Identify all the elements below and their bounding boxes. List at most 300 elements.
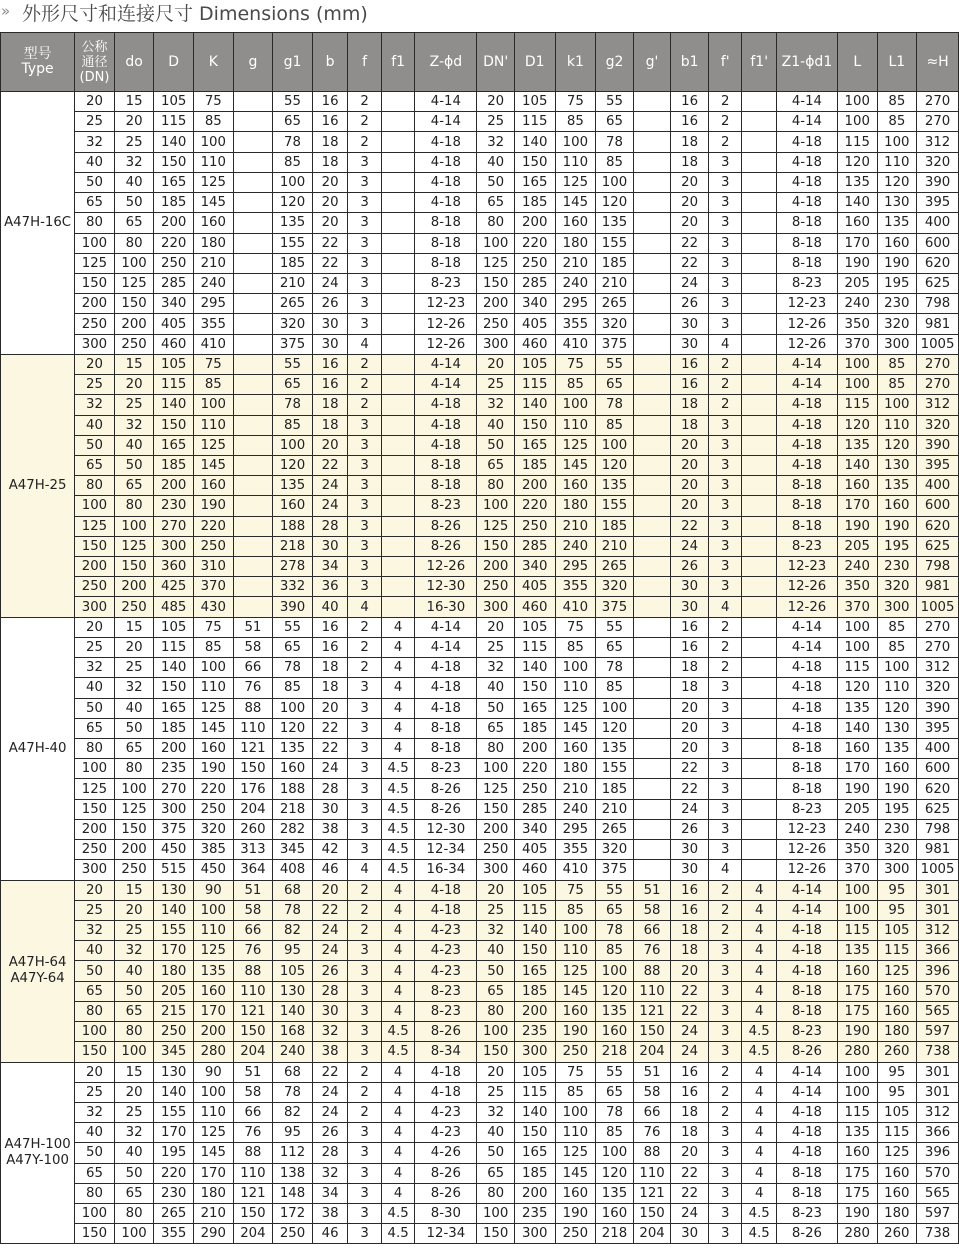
table-cell: 364 xyxy=(233,860,273,880)
table-cell: 105 xyxy=(514,92,555,112)
table-cell: 285 xyxy=(514,273,555,293)
table-row xyxy=(1,476,959,496)
table-cell: 15 xyxy=(114,880,154,900)
table-cell: 8-18 xyxy=(776,496,837,516)
table-cell: 4-18 xyxy=(776,1123,837,1143)
table-cell xyxy=(742,193,777,213)
table-cell: 3 xyxy=(348,516,382,536)
table-cell: 140 xyxy=(514,395,555,415)
double-chevron-icon: » xyxy=(1,2,9,20)
table-cell: 135 xyxy=(837,941,877,961)
table-cell: 140 xyxy=(154,900,194,920)
table-cell: 320 xyxy=(193,819,233,839)
table-cell: 185 xyxy=(596,779,634,799)
table-cell: 3 xyxy=(348,213,382,233)
table-cell: 25 xyxy=(477,900,515,920)
table-cell: 120 xyxy=(273,718,313,738)
table-cell xyxy=(233,496,273,516)
table-cell: 120 xyxy=(596,718,634,738)
table-cell: 58 xyxy=(233,1082,273,1102)
table-cell: 600 xyxy=(917,496,959,516)
table-cell: 3 xyxy=(708,698,742,718)
table-cell: 8-18 xyxy=(776,1163,837,1183)
table-cell xyxy=(742,718,777,738)
table-cell: 312 xyxy=(917,658,959,678)
table-cell: 85 xyxy=(555,1082,596,1102)
table-cell: 155 xyxy=(596,496,634,516)
table-cell: 4-18 xyxy=(776,1102,837,1122)
table-cell: 3 xyxy=(708,1042,742,1062)
table-cell: 75 xyxy=(555,617,596,637)
table-cell: 130 xyxy=(154,880,194,900)
table-cell: 160 xyxy=(555,1183,596,1203)
table-cell: 120 xyxy=(837,152,877,172)
table-cell: 140 xyxy=(273,1001,313,1021)
table-cell: 18 xyxy=(312,678,348,698)
table-cell: 332 xyxy=(273,577,313,597)
table-cell: 25 xyxy=(114,395,154,415)
table-cell: 85 xyxy=(193,375,233,395)
table-cell: 80 xyxy=(114,759,154,779)
table-cell: 200 xyxy=(75,294,115,314)
table-cell: 200 xyxy=(514,476,555,496)
table-cell: 18 xyxy=(312,415,348,435)
table-cell: 798 xyxy=(917,557,959,577)
table-cell: 130 xyxy=(877,455,917,475)
table-cell: 24 xyxy=(312,476,348,496)
table-cell: 3 xyxy=(348,1042,382,1062)
table-cell: 85 xyxy=(555,900,596,920)
table-cell: 200 xyxy=(114,314,154,334)
table-header xyxy=(1,33,959,92)
table-cell xyxy=(742,233,777,253)
table-cell: 210 xyxy=(555,779,596,799)
table-cell: 195 xyxy=(877,799,917,819)
table-cell: 355 xyxy=(555,314,596,334)
table-cell: 115 xyxy=(837,658,877,678)
table-cell: 100 xyxy=(837,900,877,920)
table-cell: 95 xyxy=(877,1062,917,1082)
table-cell: 190 xyxy=(193,496,233,516)
table-cell: 40 xyxy=(75,941,115,961)
table-cell: 150 xyxy=(114,819,154,839)
table-cell: 26 xyxy=(671,294,709,314)
table-cell: 798 xyxy=(917,294,959,314)
table-row xyxy=(1,597,959,617)
table-cell: 30 xyxy=(312,1001,348,1021)
table-cell: 3 xyxy=(708,799,742,819)
table-cell: 240 xyxy=(193,273,233,293)
table-cell: 145 xyxy=(193,718,233,738)
table-cell: 110 xyxy=(193,1102,233,1122)
table-cell: 115 xyxy=(877,1123,917,1143)
table-cell: 120 xyxy=(877,698,917,718)
table-cell: 210 xyxy=(596,273,634,293)
table-cell: 185 xyxy=(514,1163,555,1183)
table-cell: 105 xyxy=(514,1062,555,1082)
table-cell xyxy=(381,172,415,192)
table-cell: 100 xyxy=(837,1082,877,1102)
table-cell: 30 xyxy=(312,536,348,556)
table-cell: 250 xyxy=(555,1042,596,1062)
type-cell: A47H-100 A47Y-100 xyxy=(1,1062,75,1244)
table-row xyxy=(1,577,959,597)
table-cell xyxy=(233,294,273,314)
table-cell: 135 xyxy=(837,1123,877,1143)
table-cell: 160 xyxy=(273,759,313,779)
table-cell: 4 xyxy=(708,334,742,354)
table-cell: 100 xyxy=(193,395,233,415)
table-cell: 250 xyxy=(514,779,555,799)
table-cell: 100 xyxy=(837,617,877,637)
table-row xyxy=(1,678,959,698)
table-cell: 34 xyxy=(312,557,348,577)
table-cell: 16 xyxy=(671,617,709,637)
table-cell: 28 xyxy=(312,779,348,799)
table-cell: 40 xyxy=(114,1143,154,1163)
table-cell: 3 xyxy=(348,536,382,556)
table-cell xyxy=(742,334,777,354)
table-cell: 22 xyxy=(312,253,348,273)
table-cell xyxy=(742,172,777,192)
table-cell: 38 xyxy=(312,819,348,839)
table-cell: 125 xyxy=(555,172,596,192)
table-cell xyxy=(633,213,671,233)
table-cell xyxy=(233,253,273,273)
table-cell xyxy=(381,395,415,415)
table-row xyxy=(1,819,959,839)
table-cell: 4 xyxy=(381,718,415,738)
table-cell: 320 xyxy=(917,415,959,435)
table-cell: 75 xyxy=(555,880,596,900)
table-cell: 22 xyxy=(671,1183,709,1203)
table-cell xyxy=(742,92,777,112)
table-cell: 50 xyxy=(477,435,515,455)
table-row xyxy=(1,1204,959,1224)
table-cell: 32 xyxy=(477,132,515,152)
table-cell: 16 xyxy=(671,1082,709,1102)
table-cell: 28 xyxy=(312,981,348,1001)
table-cell: 15 xyxy=(114,1062,154,1082)
table-cell: 135 xyxy=(877,213,917,233)
table-cell: 410 xyxy=(555,860,596,880)
column-header: K xyxy=(193,33,233,92)
table-cell: 16 xyxy=(312,92,348,112)
table-cell: 115 xyxy=(837,132,877,152)
table-cell: 160 xyxy=(555,1001,596,1021)
table-cell xyxy=(742,375,777,395)
table-cell xyxy=(633,759,671,779)
table-cell: 150 xyxy=(75,536,115,556)
table-cell: 210 xyxy=(596,536,634,556)
table-cell: 150 xyxy=(514,1123,555,1143)
table-cell: 240 xyxy=(837,557,877,577)
table-cell: 300 xyxy=(477,597,515,617)
table-cell: 85 xyxy=(273,152,313,172)
table-cell: 50 xyxy=(75,698,115,718)
table-cell: 165 xyxy=(514,961,555,981)
table-cell: 18 xyxy=(671,132,709,152)
table-cell: 3 xyxy=(708,1163,742,1183)
table-cell: 270 xyxy=(917,375,959,395)
table-cell: 175 xyxy=(837,1183,877,1203)
table-row xyxy=(1,739,959,759)
table-cell: 4 xyxy=(381,739,415,759)
table-cell: 8-18 xyxy=(776,739,837,759)
table-cell: 20 xyxy=(671,476,709,496)
table-cell: 3 xyxy=(348,941,382,961)
table-cell xyxy=(633,395,671,415)
table-cell: 18 xyxy=(312,395,348,415)
table-cell: 310 xyxy=(193,557,233,577)
table-cell: 78 xyxy=(273,658,313,678)
table-cell: 565 xyxy=(917,1001,959,1021)
table-cell: 25 xyxy=(477,112,515,132)
table-cell xyxy=(633,557,671,577)
table-cell: 40 xyxy=(75,415,115,435)
table-cell: 150 xyxy=(514,152,555,172)
table-cell: 395 xyxy=(917,718,959,738)
table-cell: 230 xyxy=(877,819,917,839)
table-cell: 4 xyxy=(742,1183,777,1203)
table-cell: 2 xyxy=(348,658,382,678)
table-cell: 300 xyxy=(514,1224,555,1244)
table-cell xyxy=(633,112,671,132)
table-cell: 100 xyxy=(837,92,877,112)
table-cell: 2 xyxy=(348,617,382,637)
table-cell: 3 xyxy=(708,213,742,233)
table-cell xyxy=(742,314,777,334)
table-cell: 4 xyxy=(381,678,415,698)
table-row xyxy=(1,840,959,860)
table-cell xyxy=(381,152,415,172)
table-cell: 4-18 xyxy=(415,1062,477,1082)
table-row xyxy=(1,536,959,556)
table-cell: 30 xyxy=(671,860,709,880)
table-cell: 3 xyxy=(348,1123,382,1143)
table-cell: 620 xyxy=(917,253,959,273)
table-cell: 75 xyxy=(193,92,233,112)
table-cell: 50 xyxy=(114,1163,154,1183)
table-row xyxy=(1,395,959,415)
table-cell xyxy=(233,476,273,496)
table-cell: 300 xyxy=(877,860,917,880)
table-cell: 76 xyxy=(633,941,671,961)
table-cell: 78 xyxy=(596,920,634,940)
table-cell: 20 xyxy=(312,213,348,233)
table-cell: 180 xyxy=(877,1204,917,1224)
table-cell: 8-18 xyxy=(776,516,837,536)
table-cell: 620 xyxy=(917,516,959,536)
table-cell: 125 xyxy=(555,961,596,981)
table-cell: 195 xyxy=(154,1143,194,1163)
table-row xyxy=(1,213,959,233)
table-cell: 160 xyxy=(877,1183,917,1203)
table-cell: 12-30 xyxy=(415,577,477,597)
table-cell: 32 xyxy=(114,678,154,698)
table-cell: 2 xyxy=(348,900,382,920)
table-cell: 250 xyxy=(555,1224,596,1244)
table-cell: 3 xyxy=(348,415,382,435)
table-cell: 4-18 xyxy=(415,880,477,900)
table-cell: 8-23 xyxy=(415,496,477,516)
table-cell: 30 xyxy=(312,334,348,354)
table-cell: 22 xyxy=(312,233,348,253)
table-cell: 120 xyxy=(837,678,877,698)
table-cell: 135 xyxy=(596,739,634,759)
table-cell: 20 xyxy=(671,455,709,475)
table-row xyxy=(1,981,959,1001)
table-cell: 150 xyxy=(477,273,515,293)
table-row xyxy=(1,617,959,637)
table-cell: 25 xyxy=(114,1102,154,1122)
table-cell xyxy=(633,354,671,374)
table-cell: 155 xyxy=(273,233,313,253)
table-row xyxy=(1,1123,959,1143)
table-cell: 8-23 xyxy=(415,759,477,779)
table-cell: 85 xyxy=(555,112,596,132)
table-cell xyxy=(381,597,415,617)
table-cell: 4 xyxy=(742,920,777,940)
table-cell: 8-18 xyxy=(415,213,477,233)
table-cell: 220 xyxy=(514,759,555,779)
table-cell: 42 xyxy=(312,840,348,860)
table-cell: 4-18 xyxy=(415,698,477,718)
table-cell: 150 xyxy=(477,1042,515,1062)
table-cell: 2 xyxy=(708,880,742,900)
table-cell: 278 xyxy=(273,557,313,577)
table-cell: 2 xyxy=(348,375,382,395)
table-cell: 395 xyxy=(917,455,959,475)
table-cell: 55 xyxy=(273,617,313,637)
table-cell: 312 xyxy=(917,1102,959,1122)
table-cell: 85 xyxy=(193,637,233,657)
table-cell: 250 xyxy=(477,840,515,860)
table-cell: 50 xyxy=(114,455,154,475)
table-cell: 25 xyxy=(114,132,154,152)
table-cell: 3 xyxy=(708,516,742,536)
table-cell xyxy=(233,112,273,132)
table-cell: 12-34 xyxy=(415,1224,477,1244)
table-row xyxy=(1,1224,959,1244)
table-cell: 145 xyxy=(193,193,233,213)
table-cell: 50 xyxy=(477,172,515,192)
table-cell: 8-26 xyxy=(415,516,477,536)
table-cell: 85 xyxy=(273,678,313,698)
table-cell: 220 xyxy=(154,1163,194,1183)
table-cell xyxy=(381,476,415,496)
table-cell xyxy=(633,577,671,597)
table-cell: 4-18 xyxy=(776,658,837,678)
table-cell: 110 xyxy=(233,718,273,738)
table-cell xyxy=(742,840,777,860)
table-cell xyxy=(233,132,273,152)
table-cell: 625 xyxy=(917,536,959,556)
table-cell: 195 xyxy=(877,536,917,556)
table-cell: 180 xyxy=(154,961,194,981)
table-cell xyxy=(233,597,273,617)
table-cell: 100 xyxy=(273,172,313,192)
table-cell: 32 xyxy=(477,1102,515,1122)
table-cell: 165 xyxy=(154,172,194,192)
header-row xyxy=(1,33,959,92)
table-cell: 20 xyxy=(75,354,115,374)
table-cell: 400 xyxy=(917,739,959,759)
table-cell xyxy=(633,779,671,799)
table-cell: 125 xyxy=(555,1143,596,1163)
table-cell xyxy=(381,516,415,536)
column-header: D xyxy=(154,33,194,92)
table-cell xyxy=(633,193,671,213)
table-cell: 4.5 xyxy=(381,779,415,799)
table-cell: 155 xyxy=(596,233,634,253)
table-body xyxy=(1,92,959,1244)
table-cell: 205 xyxy=(837,536,877,556)
table-cell: 200 xyxy=(514,1183,555,1203)
table-cell: 12-26 xyxy=(415,334,477,354)
table-cell: 230 xyxy=(154,496,194,516)
table-cell: 150 xyxy=(154,678,194,698)
table-cell xyxy=(633,375,671,395)
table-cell: 100 xyxy=(555,1102,596,1122)
table-cell: 390 xyxy=(917,698,959,718)
table-cell: 121 xyxy=(233,1183,273,1203)
table-cell: 320 xyxy=(877,577,917,597)
table-cell: 4-18 xyxy=(776,1143,837,1163)
table-cell: 88 xyxy=(233,698,273,718)
table-cell: 55 xyxy=(273,354,313,374)
table-cell: 150 xyxy=(233,1204,273,1224)
table-cell: 300 xyxy=(477,334,515,354)
table-cell: 280 xyxy=(193,1042,233,1062)
table-row xyxy=(1,273,959,293)
table-cell: 160 xyxy=(877,1001,917,1021)
table-cell: 4 xyxy=(381,1123,415,1143)
table-cell: 8-26 xyxy=(415,536,477,556)
table-cell xyxy=(742,213,777,233)
table-cell: 15 xyxy=(114,92,154,112)
table-cell: 3 xyxy=(348,435,382,455)
table-cell: 50 xyxy=(477,961,515,981)
table-cell: 100 xyxy=(273,435,313,455)
table-cell: 115 xyxy=(837,1102,877,1122)
table-cell: 738 xyxy=(917,1042,959,1062)
table-cell: 320 xyxy=(877,840,917,860)
table-cell: 125 xyxy=(193,1123,233,1143)
table-cell: 130 xyxy=(273,981,313,1001)
table-cell: 20 xyxy=(312,435,348,455)
table-cell: 30 xyxy=(671,577,709,597)
table-cell: 65 xyxy=(114,739,154,759)
table-cell: 172 xyxy=(273,1204,313,1224)
table-cell: 138 xyxy=(273,1163,313,1183)
table-cell: 4-18 xyxy=(415,415,477,435)
table-row xyxy=(1,435,959,455)
table-cell: 3 xyxy=(708,294,742,314)
table-cell: 312 xyxy=(917,920,959,940)
table-cell: 125 xyxy=(114,799,154,819)
table-cell: 4-14 xyxy=(415,617,477,637)
table-cell: 85 xyxy=(877,375,917,395)
table-cell: 350 xyxy=(837,577,877,597)
table-cell: 100 xyxy=(477,496,515,516)
table-row xyxy=(1,658,959,678)
table-cell: 285 xyxy=(154,273,194,293)
table-cell: 8-18 xyxy=(415,455,477,475)
table-cell: 210 xyxy=(273,273,313,293)
table-cell: 981 xyxy=(917,577,959,597)
table-cell: 25 xyxy=(75,375,115,395)
